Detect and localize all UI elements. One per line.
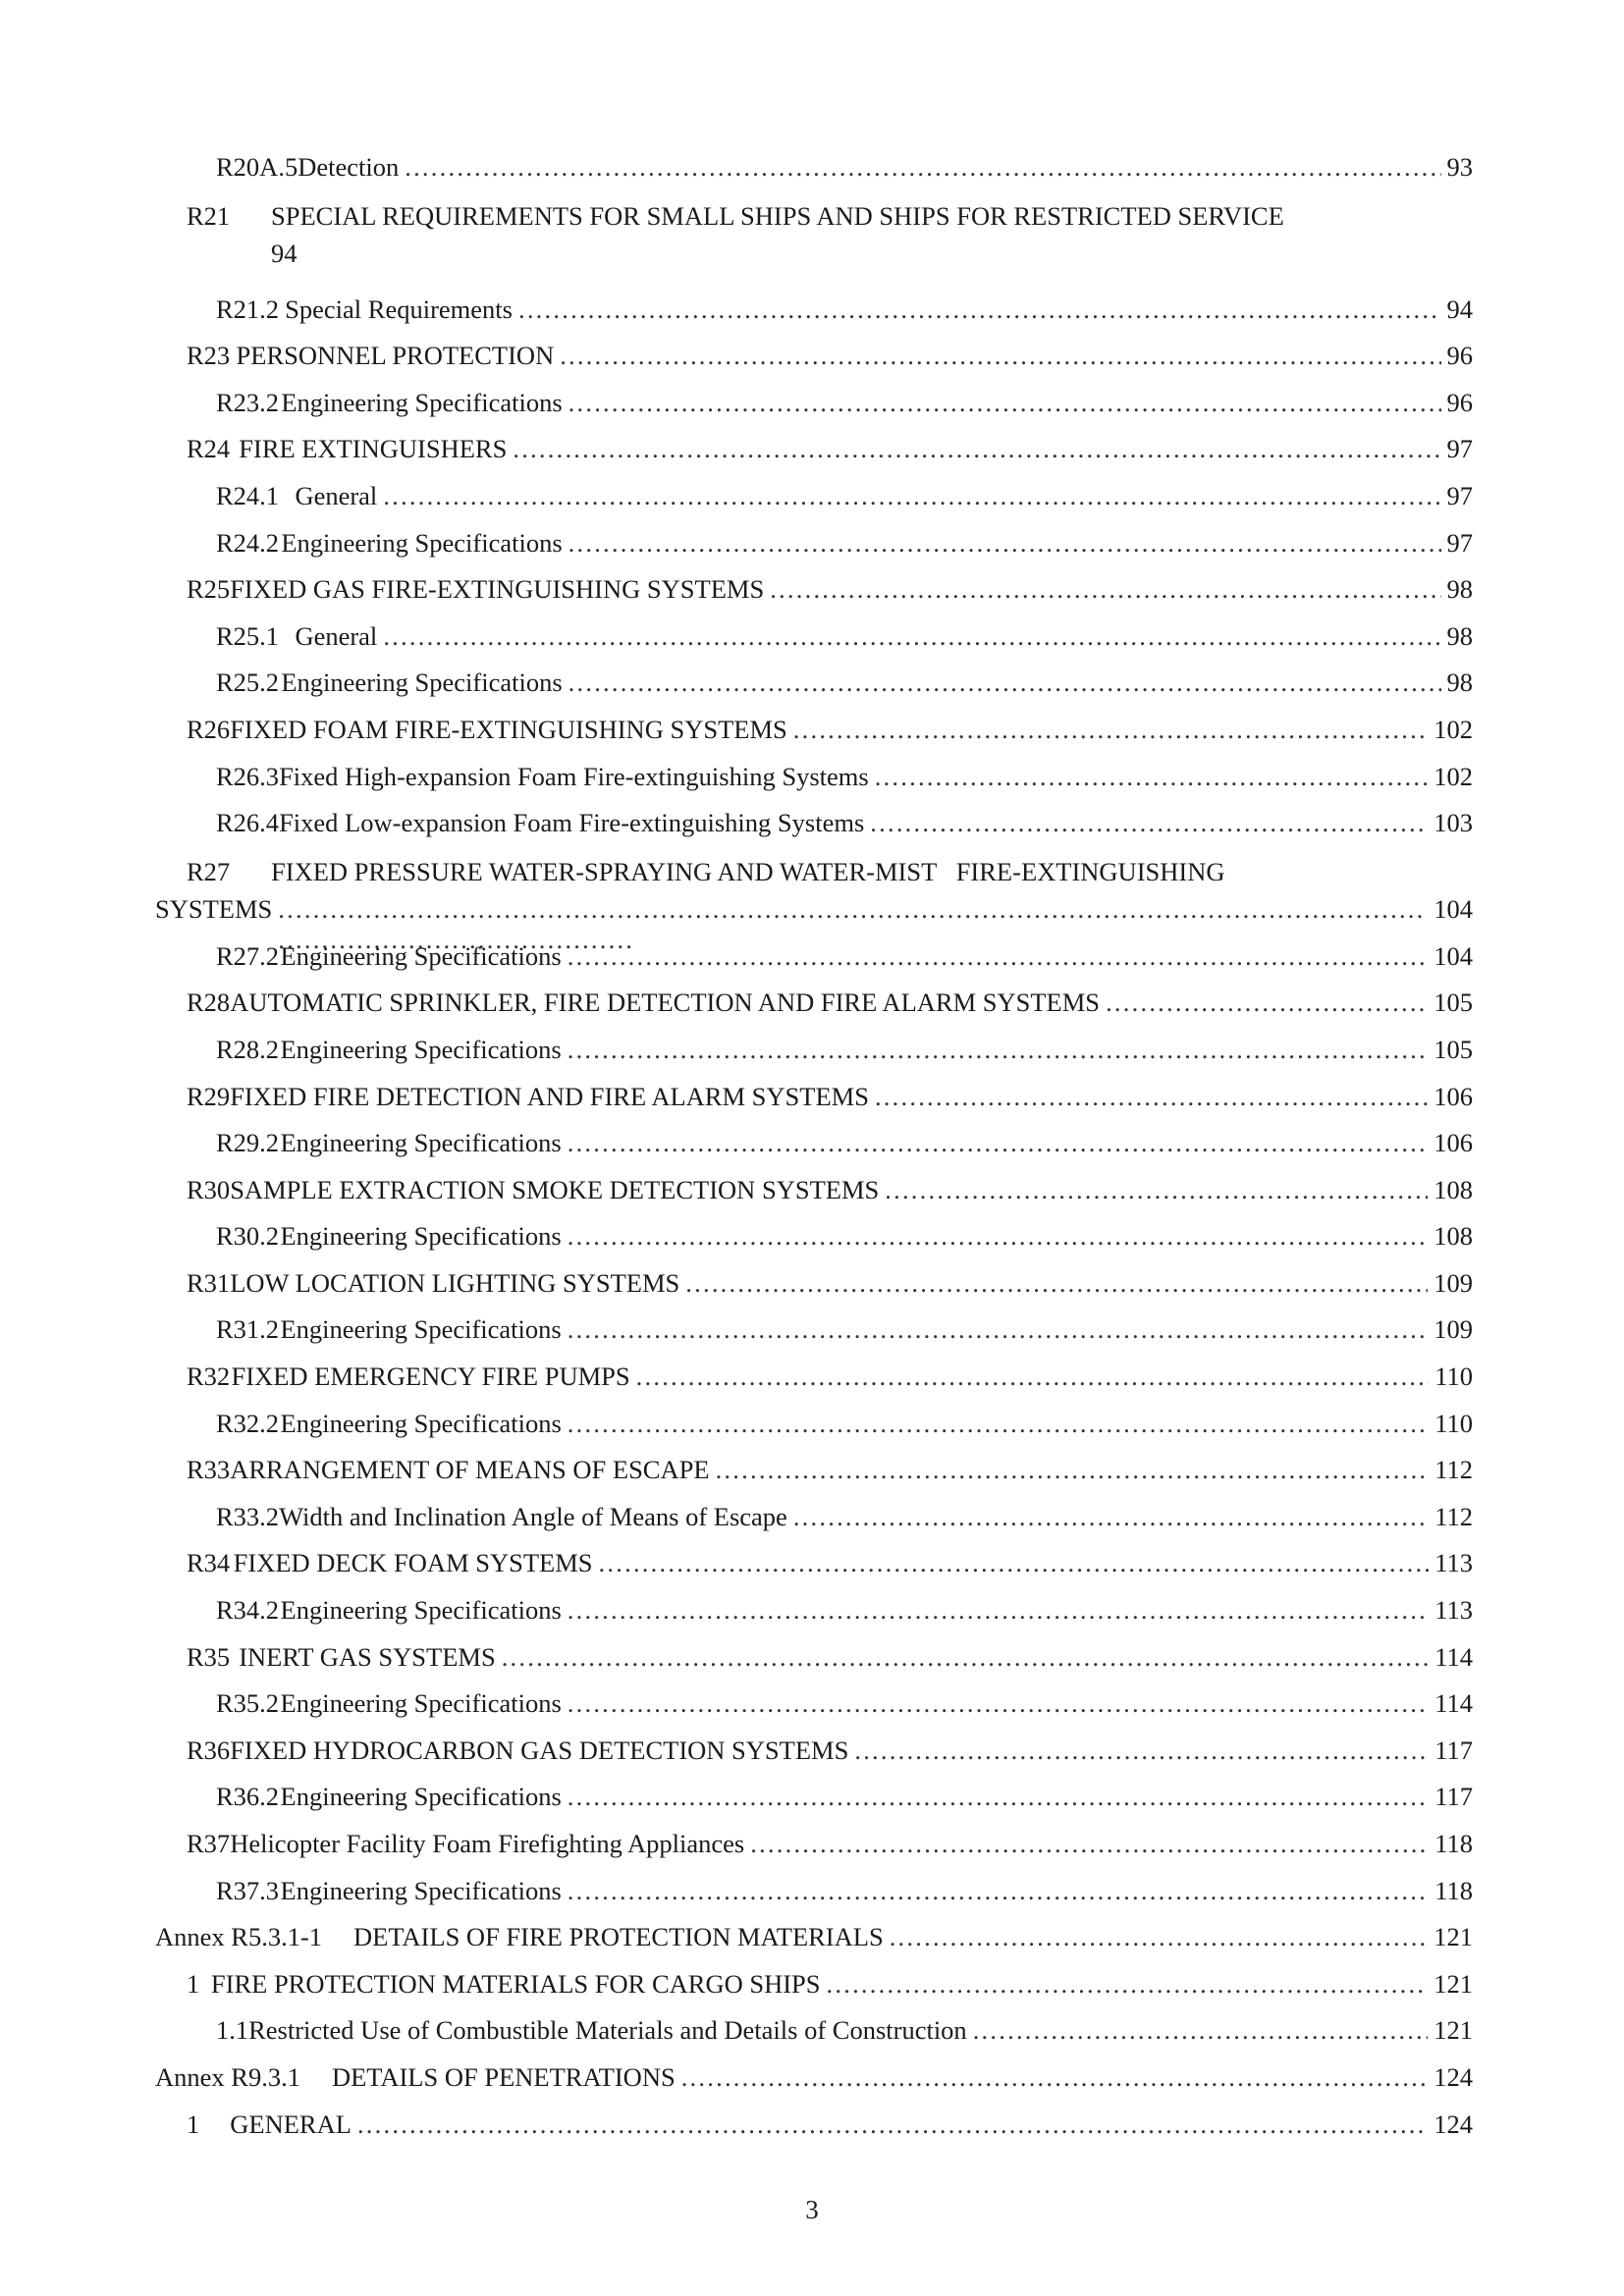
toc-entry-page: 121 — [1434, 2015, 1473, 2046]
toc-entry[interactable] — [155, 1314, 1473, 1362]
toc-entry-number: R35 — [187, 1641, 231, 1672]
toc-entry-number: R25 — [187, 574, 231, 605]
toc-leader-dots — [599, 1548, 1430, 1578]
toc-entry-title: ARRANGEMENT OF MEANS OF ESCAPE — [230, 1455, 710, 1485]
toc-entry-title: FIRE PROTECTION MATERIALS FOR CARGO SHIPS — [210, 1968, 821, 1999]
toc-entry[interactable] — [155, 941, 1473, 988]
toc-entry-page: 110 — [1435, 1362, 1473, 1392]
toc-entry[interactable] — [155, 1221, 1473, 1268]
toc-leader-dots — [568, 1782, 1429, 1812]
toc-entry-page: 114 — [1435, 1688, 1473, 1719]
toc-entry[interactable] — [155, 528, 1473, 575]
toc-entry-title: PERSONNEL PROTECTION — [236, 341, 555, 371]
toc-entry-title: Width and Inclination Angle of Means of Escape — [279, 1501, 787, 1531]
toc-entry-page: 94 — [271, 238, 298, 268]
toc-entry-title: FIXED PRESSURE WATER-SPRAYING AND WATER-MIST FIRE-EXTINGUISHING — [271, 856, 1225, 886]
toc-entry-number: R32.2 — [216, 1408, 280, 1438]
toc-leader-dots — [568, 667, 1441, 698]
toc-entry[interactable] — [155, 199, 1473, 294]
toc-entry-title: Engineering Specifications — [280, 1408, 562, 1438]
toc-entry-title: FIXED HYDROCARBON GAS DETECTION SYSTEMS — [230, 1735, 849, 1765]
toc-entry[interactable] — [155, 1829, 1473, 1876]
toc-leader-dots — [405, 152, 1440, 183]
toc-entry-number: R30 — [187, 1174, 231, 1204]
toc-entry-title: Engineering Specifications — [280, 1221, 562, 1252]
toc-entry-page: 97 — [1446, 434, 1473, 464]
toc-entry-page: 93 — [1446, 152, 1473, 182]
toc-entry-number: R27 — [187, 856, 231, 886]
toc-leader-dots — [568, 1688, 1429, 1719]
toc-entry-title: Fixed Low-expansion Foam Fire-extinguishing Systems — [279, 808, 865, 838]
toc-entry[interactable] — [155, 434, 1473, 481]
toc-entry-title: DETAILS OF FIRE PROTECTION MATERIALS — [353, 1922, 884, 1952]
toc-entry-number: R27.2 — [216, 940, 280, 971]
toc-entry-page: 102 — [1434, 761, 1473, 791]
toc-entry-page: 108 — [1434, 1221, 1473, 1252]
toc-leader-dots — [568, 1595, 1429, 1626]
toc-leader-dots — [875, 762, 1429, 792]
toc-leader-dots — [750, 1829, 1429, 1859]
toc-entry-page: 118 — [1435, 1829, 1473, 1858]
toc-leader-dots — [875, 1082, 1428, 1112]
toc-leader-dots — [518, 294, 1441, 325]
table-of-contents — [155, 152, 1473, 2156]
toc-entry-number: R26.3 — [216, 761, 280, 791]
toc-entry-title: Helicopter Facility Foam Firefighting Appliances — [230, 1829, 745, 1858]
toc-entry-page: 118 — [1435, 1875, 1473, 1905]
toc-entry-number: R29.2 — [216, 1128, 280, 1158]
toc-entry-title: GENERAL — [230, 2109, 352, 2139]
toc-leader-dots — [890, 1922, 1429, 1952]
toc-entry-page: 104 — [1434, 893, 1473, 924]
toc-entry-page: 103 — [1434, 808, 1473, 838]
toc-entry-number: R36 — [187, 1735, 231, 1765]
toc-entry-number: R34.2 — [216, 1595, 280, 1626]
toc-leader-dots — [560, 341, 1440, 371]
toc-entry-number: R24.1 — [216, 480, 280, 510]
toc-entry-number: R20A.5 — [216, 152, 298, 182]
toc-entry-title: Engineering Specifications — [280, 1782, 562, 1812]
toc-entry-page: 108 — [1434, 1174, 1473, 1204]
toc-entry-page: 113 — [1435, 1548, 1473, 1578]
toc-leader-dots — [870, 808, 1428, 838]
toc-entry-title: Engineering Specifications — [281, 387, 563, 417]
toc-entry-number: R25.1 — [216, 620, 280, 651]
toc-entry[interactable] — [155, 481, 1473, 528]
toc-entry-page: 121 — [1434, 1968, 1473, 1999]
toc-entry[interactable] — [155, 1642, 1473, 1689]
toc-entry-title: FIRE EXTINGUISHERS — [239, 434, 508, 464]
toc-entry-page: 124 — [1434, 2061, 1473, 2092]
toc-entry-number: Annex R5.3.1-1 — [155, 1922, 323, 1952]
toc-entry-title: LOW LOCATION LIGHTING SYSTEMS — [230, 1267, 680, 1298]
toc-leader-dots — [568, 941, 1429, 972]
toc-entry-title: Special Requirements — [285, 294, 513, 324]
toc-entry-number: R30.2 — [216, 1221, 280, 1252]
toc-entry-title: Engineering Specifications — [280, 1314, 562, 1345]
toc-entry[interactable] — [155, 1969, 1473, 2016]
toc-entry-number: R37.3 — [216, 1875, 280, 1905]
toc-entry[interactable] — [155, 808, 1473, 855]
toc-entry-page: 98 — [1446, 667, 1473, 698]
toc-entry[interactable] — [155, 2015, 1473, 2062]
toc-leader-dots — [357, 2109, 1428, 2140]
toc-leader-dots — [885, 1175, 1428, 1205]
toc-entry-title: Engineering Specifications — [281, 527, 563, 558]
toc-entry-number: R36.2 — [216, 1782, 280, 1812]
toc-entry[interactable] — [155, 1128, 1473, 1175]
toc-entry-title-continued: SYSTEMS — [155, 893, 273, 924]
toc-leader-dots — [1106, 988, 1428, 1018]
toc-entry-number: R33 — [187, 1455, 231, 1485]
toc-entry[interactable] — [155, 1876, 1473, 1923]
toc-entry-page: 105 — [1434, 988, 1473, 1018]
toc-entry[interactable] — [155, 1595, 1473, 1642]
toc-entry[interactable] — [155, 152, 1473, 199]
toc-entry-number: R26.4 — [216, 808, 280, 838]
toc-entry[interactable] — [155, 388, 1473, 435]
toc-leader-dots — [568, 1409, 1429, 1439]
toc-entry-number: R33.2 — [216, 1501, 280, 1531]
toc-leader-dots — [793, 1502, 1429, 1532]
toc-entry-page: 109 — [1434, 1314, 1473, 1345]
toc-leader-dots — [568, 1314, 1429, 1345]
toc-leader-dots — [568, 1128, 1429, 1158]
toc-entry-page: 121 — [1434, 1922, 1473, 1952]
toc-entry-page: 117 — [1435, 1782, 1473, 1812]
toc-entry-title: SPECIAL REQUIREMENTS FOR SMALL SHIPS AND SHIPS FOR RESTRICTED SERVICE — [271, 200, 1284, 231]
toc-leader-dots — [681, 2062, 1429, 2093]
toc-leader-dots — [973, 2015, 1429, 2046]
toc-entry-number: R31.2 — [216, 1314, 280, 1345]
toc-entry-page: 112 — [1435, 1501, 1473, 1531]
toc-entry-page: 114 — [1435, 1641, 1473, 1672]
toc-entry-number: 1 — [187, 1968, 200, 1999]
toc-entry[interactable] — [155, 1735, 1473, 1783]
toc-entry-number: R21 — [187, 200, 231, 231]
toc-leader-dots — [716, 1455, 1430, 1485]
toc-entry-page: 117 — [1435, 1735, 1473, 1765]
toc-entry-title: FIXED GAS FIRE-EXTINGUISHING SYSTEMS — [230, 574, 765, 605]
toc-entry[interactable] — [155, 1922, 1473, 1969]
toc-entry-number: 1 — [187, 2109, 200, 2139]
toc-entry[interactable] — [155, 1548, 1473, 1595]
toc-entry-page: 105 — [1434, 1034, 1473, 1064]
toc-leader-dots — [636, 1362, 1430, 1392]
toc-entry-number: R25.2 — [216, 667, 280, 698]
toc-entry-title: Engineering Specifications — [280, 1875, 562, 1905]
toc-entry-page: 124 — [1434, 2109, 1473, 2139]
toc-entry-title: SAMPLE EXTRACTION SMOKE DETECTION SYSTEMS — [230, 1174, 880, 1204]
toc-entry-number: R23.2 — [216, 387, 280, 417]
toc-entry-page: 109 — [1434, 1267, 1473, 1298]
toc-entry[interactable] — [155, 1502, 1473, 1549]
toc-entry[interactable] — [155, 667, 1473, 715]
toc-leader-dots — [793, 715, 1428, 745]
toc-entry-page: 97 — [1446, 527, 1473, 558]
toc-entry-title: Engineering Specifications — [280, 1595, 562, 1626]
toc-entry-page: 102 — [1434, 714, 1473, 744]
toc-leader-dots — [568, 1221, 1429, 1252]
toc-entry-number: R23 — [187, 341, 231, 371]
toc-entry-number: R34 — [187, 1548, 231, 1578]
toc-entry-page: 98 — [1446, 574, 1473, 605]
toc-leader-dots — [568, 528, 1441, 559]
toc-entry[interactable] — [155, 2062, 1473, 2109]
toc-leader-dots — [827, 1969, 1429, 2000]
toc-leader-dots — [854, 1735, 1429, 1766]
toc-entry[interactable] — [155, 574, 1473, 621]
toc-entry[interactable] — [155, 2109, 1473, 2157]
toc-entry[interactable] — [155, 988, 1473, 1035]
toc-entry-page: 106 — [1434, 1081, 1473, 1111]
toc-leader-dots — [513, 434, 1440, 464]
toc-entry-title: FIXED DECK FOAM SYSTEMS — [233, 1548, 593, 1578]
toc-entry-title: General — [295, 620, 378, 651]
toc-entry[interactable] — [155, 855, 1473, 941]
toc-entry-page: 96 — [1446, 387, 1473, 417]
toc-entry-page: 106 — [1434, 1128, 1473, 1158]
toc-entry[interactable] — [155, 1409, 1473, 1456]
toc-entry-title: Fixed High-expansion Foam Fire-extinguishing Systems — [279, 761, 869, 791]
toc-leader-dots — [383, 621, 1440, 652]
toc-entry-page: 112 — [1435, 1455, 1473, 1485]
toc-entry-number: R26 — [187, 714, 231, 744]
toc-entry[interactable] — [155, 1455, 1473, 1502]
toc-entry-number: R24.2 — [216, 527, 280, 558]
toc-entry[interactable] — [155, 1268, 1473, 1315]
toc-entry-page: 113 — [1435, 1595, 1473, 1626]
toc-entry-number: R35.2 — [216, 1688, 280, 1719]
toc-entry[interactable] — [155, 715, 1473, 762]
toc-leader-dots — [568, 1035, 1429, 1065]
toc-entry-number: R37 — [187, 1829, 231, 1858]
toc-entry-title: Restricted Use of Combustible Materials and Details of Construction — [248, 2015, 967, 2046]
toc-entry-title: FIXED EMERGENCY FIRE PUMPS — [231, 1362, 630, 1392]
toc-entry-title: Engineering Specifications — [280, 1128, 562, 1158]
toc-entry[interactable] — [155, 1035, 1473, 1082]
toc-entry-title: FIXED FIRE DETECTION AND FIRE ALARM SYSTEMS — [230, 1081, 869, 1111]
toc-entry-number: R28.2 — [216, 1034, 280, 1064]
toc-entry[interactable] — [155, 1082, 1473, 1129]
toc-entry-title: Detection — [298, 152, 400, 182]
toc-entry[interactable] — [155, 762, 1473, 809]
page-number: 3 — [805, 2195, 819, 2224]
toc-entry[interactable] — [155, 294, 1473, 342]
toc-entry-page: 97 — [1446, 480, 1473, 510]
toc-entry-page: 98 — [1446, 620, 1473, 651]
toc-entry-page: 110 — [1435, 1408, 1473, 1438]
toc-entry-title: DETAILS OF PENETRATIONS — [331, 2061, 676, 2092]
toc-leader-dots — [568, 388, 1441, 418]
toc-leader-dots — [383, 481, 1440, 511]
toc-entry[interactable] — [155, 341, 1473, 388]
toc-entry[interactable] — [155, 1688, 1473, 1735]
toc-entry-number: R29 — [187, 1081, 231, 1111]
toc-entry-number: R31 — [187, 1267, 231, 1298]
toc-entry-page: 96 — [1446, 341, 1473, 371]
toc-leader-dots — [502, 1642, 1430, 1673]
toc-entry-number: R24 — [187, 434, 231, 464]
toc-entry-number: R21.2 — [216, 294, 280, 324]
toc-entry-number: 1.1 — [216, 2015, 249, 2046]
toc-entry-page: 94 — [1446, 294, 1473, 324]
toc-entry-title: Engineering Specifications — [281, 667, 563, 698]
toc-entry-title: General — [295, 480, 378, 510]
toc-leader-dots — [568, 1876, 1429, 1906]
toc-entry[interactable] — [155, 1175, 1473, 1222]
toc-entry-title: AUTOMATIC SPRINKLER, FIRE DETECTION AND FIRE ALARM SYSTEMS — [230, 988, 1101, 1018]
toc-entry-number: R32 — [187, 1362, 231, 1392]
toc-entry[interactable] — [155, 1782, 1473, 1829]
toc-entry-page: 104 — [1434, 940, 1473, 971]
toc-entry[interactable] — [155, 1362, 1473, 1409]
toc-entry-title: Engineering Specifications — [280, 1034, 562, 1064]
toc-entry-number: R28 — [187, 988, 231, 1018]
toc-entry-title: INERT GAS SYSTEMS — [239, 1641, 496, 1672]
toc-leader-dots — [685, 1268, 1428, 1299]
toc-entry-number: Annex R9.3.1 — [155, 2061, 300, 2092]
toc-entry[interactable] — [155, 621, 1473, 668]
toc-entry-title: FIXED FOAM FIRE-EXTINGUISHING SYSTEMS — [230, 714, 787, 744]
toc-entry-title: Engineering Specifications — [280, 1688, 562, 1719]
toc-leader-dots — [770, 574, 1440, 605]
toc-entry-title: Engineering Specifications — [280, 940, 562, 971]
